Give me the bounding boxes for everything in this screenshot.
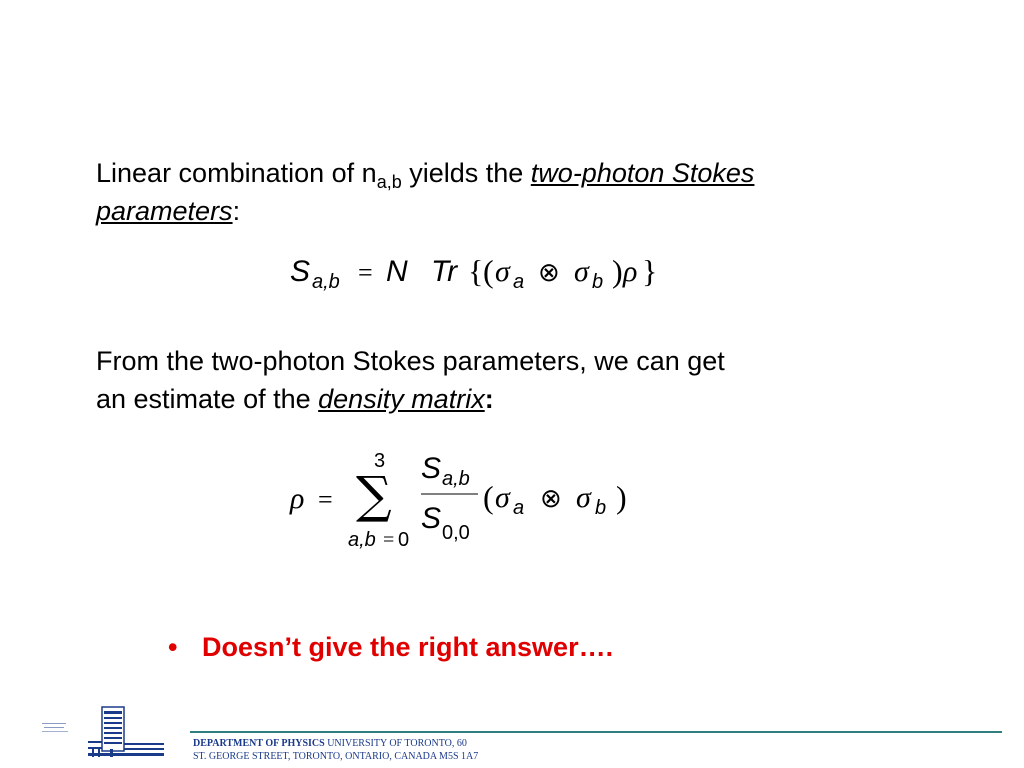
eq2-den-sub: 0,0 [442, 522, 470, 544]
stokes-term-line1: two-photon Stokes [530, 158, 755, 188]
stokes-term-line2: parameters [96, 196, 233, 226]
eq2-sigma-a: σ [495, 481, 510, 514]
n-subscript: a,b [376, 172, 402, 192]
university-logo [40, 705, 180, 761]
intro-prefix: Linear combination of n [96, 158, 377, 188]
density-paragraph [96, 342, 956, 418]
eq1-brace-open: { [468, 253, 484, 289]
eq1-sub-ab: a,b [312, 271, 340, 293]
eq2-rho: ρ [290, 482, 305, 515]
intro-paragraph [96, 154, 956, 230]
eq2-sigma-b: σ [576, 481, 591, 514]
eq1-N: N [386, 255, 408, 288]
density-line1: From the two-photon Stokes parameters, we can get [96, 346, 725, 376]
eq1-sigma-a: σ [495, 255, 510, 288]
bullet-marker: • [168, 632, 178, 662]
footer-dept: DEPARTMENT OF PHYSICS [193, 738, 325, 749]
eq1-Tr: Tr [431, 255, 458, 288]
eq2-otimes: ⊗ [540, 484, 562, 514]
intro-middle: yields the [401, 158, 531, 188]
eq1-paren-open: ( [483, 253, 494, 289]
eq2-paren-close: ) [616, 479, 627, 515]
eq2-num-S: S [421, 452, 442, 485]
eq2-paren-open: ( [483, 479, 494, 515]
eq1-sigma-b: σ [574, 255, 589, 288]
density-suffix: : [484, 384, 494, 414]
eq2-sum: ∑ [356, 466, 392, 524]
eq1-brace-close: } [642, 253, 658, 289]
eq1-sub-a: a [513, 271, 525, 293]
eq1-S: S [290, 255, 311, 288]
eq2-lower-val: 0 [398, 529, 410, 551]
eq1-sub-b: b [592, 271, 604, 293]
eq2-den-S: S [421, 502, 442, 535]
eq2-sub-a: a [513, 497, 525, 519]
eq2-upper-limit: 3 [374, 450, 386, 472]
eq2-lower-eq: = [383, 529, 395, 551]
bullet-item [168, 632, 613, 663]
footer-divider [190, 731, 1002, 733]
density-matrix-term: density matrix [318, 384, 485, 414]
eq2-num-sub: a,b [442, 468, 470, 490]
density-matrix-equation [286, 440, 686, 560]
intro-suffix: : [232, 196, 241, 226]
eq2-equals: = [318, 485, 333, 514]
eq2-lower-var: a,b [348, 529, 376, 551]
bullet-text: Doesn’t give the right answer…. [202, 632, 614, 662]
stokes-equation [290, 248, 750, 298]
eq1-otimes: ⊗ [538, 258, 560, 288]
eq1-rho: ρ [623, 255, 638, 288]
footer-line2: ST. GEORGE STREET, TORONTO, ONTARIO, CANADA M5S 1A7 [193, 751, 479, 762]
density-line2-prefix: an estimate of the [96, 384, 319, 414]
eq2-sub-b: b [595, 497, 607, 519]
footer-line1: UNIVERSITY OF TORONTO, 60 [324, 738, 467, 749]
eq1-equals: = [358, 258, 373, 287]
eq1-paren-close: ) [612, 253, 623, 289]
footer-address [193, 737, 478, 763]
